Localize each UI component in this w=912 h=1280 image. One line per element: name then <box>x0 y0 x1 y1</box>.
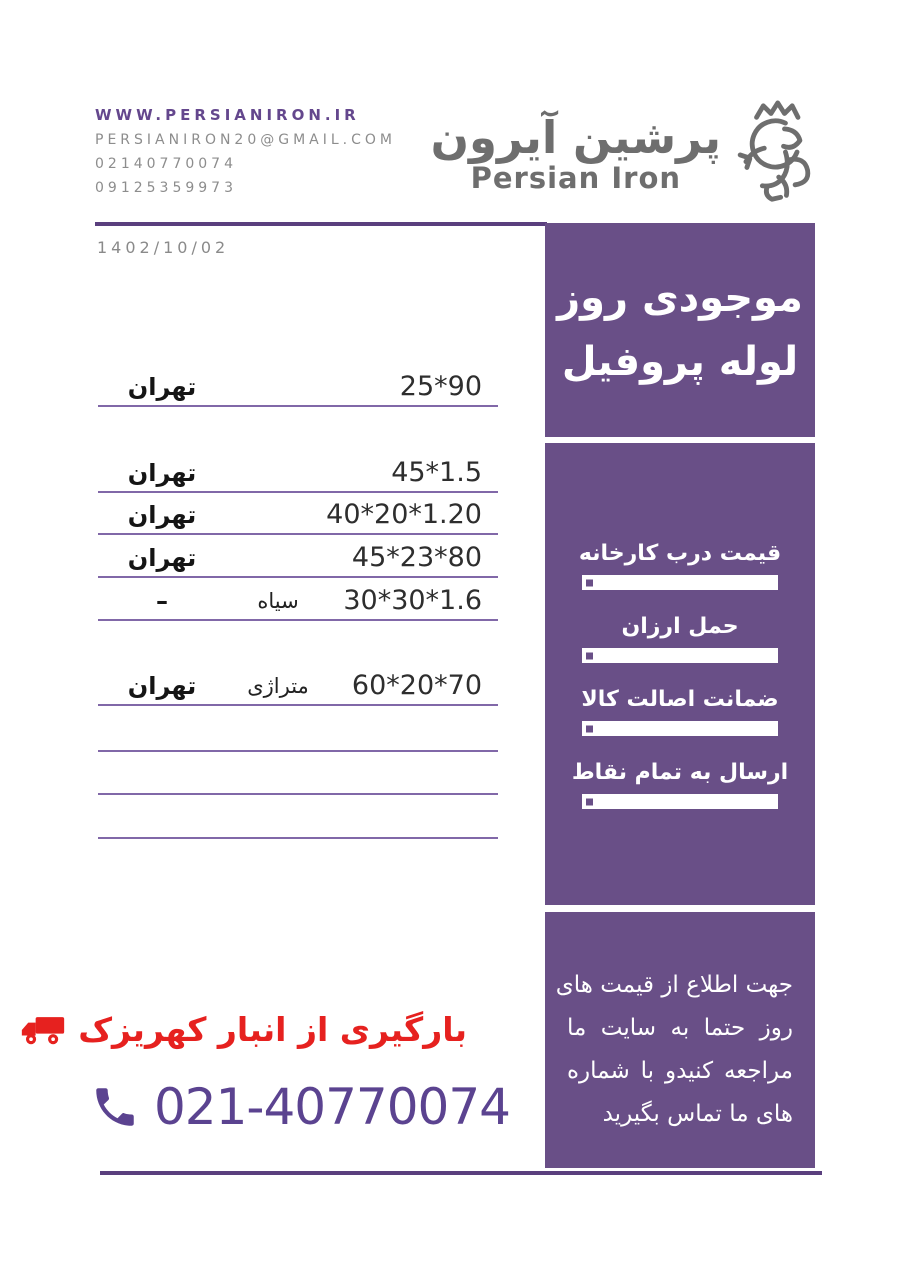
sidebar-title-line2: لوله پروفیل <box>561 339 799 385</box>
row-city: تهران <box>127 672 197 700</box>
note-line: های ما تماس بگیرید <box>602 1101 793 1127</box>
phone-icon <box>90 1082 140 1132</box>
footer-divider-line <box>100 1171 822 1175</box>
website-link[interactable]: WWW.PERSIANIRON.IR <box>95 106 360 124</box>
truck-icon <box>20 1013 66 1047</box>
header-divider-line <box>95 222 547 226</box>
feature-bar-square <box>583 795 596 808</box>
feature-bar <box>582 648 778 663</box>
row-size: 25*90 <box>399 371 482 402</box>
sidebar-features-block <box>545 443 815 905</box>
phone-text-2[interactable]: 09125359973 <box>95 180 237 196</box>
company-logo <box>431 100 815 206</box>
sidebar-note-block <box>545 912 815 1168</box>
feature-label: قیمت درب کارخانه <box>578 541 782 566</box>
note-line: مراجعه کنیدو با شماره <box>567 1058 793 1084</box>
warehouse-loading-text: بارگیری از انبار کهریزک <box>78 1010 467 1049</box>
feature-item <box>579 539 781 590</box>
table-row <box>98 457 498 493</box>
logo-wordmark <box>431 113 721 193</box>
feature-item <box>572 758 788 809</box>
warehouse-loading-row <box>78 1010 467 1049</box>
sidebar-title-block <box>545 223 815 437</box>
feature-bar <box>582 575 778 590</box>
table-row <box>98 542 498 578</box>
logo-name-english: Persian Iron <box>470 160 682 195</box>
footer-phone-number[interactable]: 021-40770074 <box>154 1078 510 1136</box>
row-size: 45*23*80 <box>351 542 482 573</box>
note-line: جهت اطلاع از قیمت های <box>555 972 793 998</box>
footer-phone-row <box>90 1078 510 1136</box>
row-city: تهران <box>127 501 197 529</box>
feature-bar-square <box>583 649 596 662</box>
table-row <box>98 585 498 621</box>
feature-item <box>581 685 778 736</box>
feature-item <box>582 612 778 663</box>
phone-text-1[interactable]: 02140770074 <box>95 156 237 172</box>
row-size: 60*20*70 <box>351 670 482 701</box>
empty-table-row-line <box>98 837 498 839</box>
row-size: 45*1.5 <box>391 457 482 488</box>
row-type: متراژی <box>247 674 309 698</box>
row-city: تهران <box>127 373 197 401</box>
feature-label: حمل ارزان <box>621 614 739 639</box>
logo-name-farsi: پرشین آیرون <box>430 111 721 165</box>
row-type: سیاه <box>257 589 299 613</box>
sidebar-title-line1: موجودی روز <box>557 275 803 321</box>
table-row <box>98 670 498 706</box>
row-city: تهران <box>127 459 197 487</box>
crowned-lion-icon <box>727 100 815 206</box>
row-size: 40*20*1.20 <box>326 499 482 530</box>
empty-table-row-line <box>98 793 498 795</box>
row-city: تهران <box>127 544 197 572</box>
note-line: روز حتما به سایت ما <box>567 1015 793 1041</box>
feature-bar-square <box>583 576 596 589</box>
feature-label: ارسال به تمام نقاط <box>571 760 789 785</box>
table-row <box>98 371 498 407</box>
row-size: 30*30*1.6 <box>343 585 482 616</box>
email-text[interactable]: PERSIANIRON20@GMAIL.COM <box>95 132 397 148</box>
empty-table-row-line <box>98 750 498 752</box>
feature-label: ضمانت اصالت کالا <box>581 687 779 712</box>
feature-bar <box>582 721 778 736</box>
feature-bar-square <box>583 722 596 735</box>
row-city: – <box>156 587 168 615</box>
feature-bar <box>582 794 778 809</box>
table-row <box>98 499 498 535</box>
contact-block <box>95 106 396 204</box>
document-date: 1402/10/02 <box>97 238 230 257</box>
